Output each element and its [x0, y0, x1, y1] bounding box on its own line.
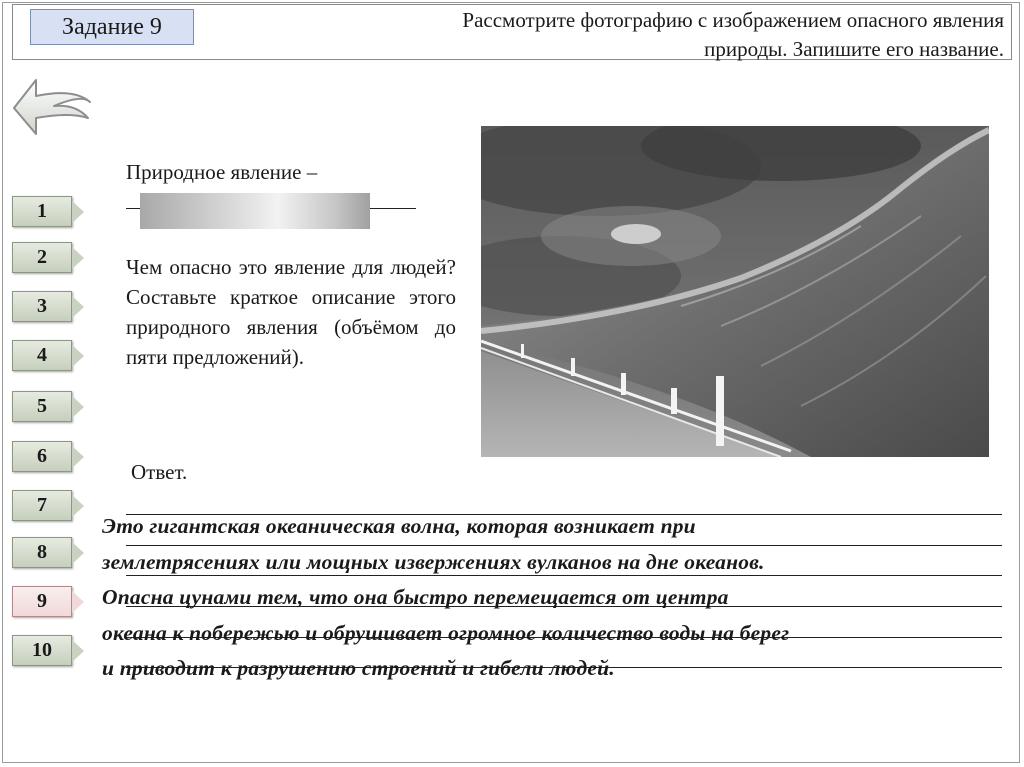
answer-label: Ответ. — [131, 460, 188, 484]
nav-button-4[interactable]: 4 — [12, 340, 72, 371]
nav-button-2[interactable]: 2 — [12, 242, 72, 273]
nav-button-10[interactable]: 10 — [12, 635, 72, 666]
tsunami-photo — [481, 126, 989, 457]
nav-button-1[interactable]: 1 — [12, 196, 72, 227]
nav-button-5[interactable]: 5 — [12, 391, 72, 422]
phenomenon-label: Природное явление – — [126, 160, 318, 184]
answer-line: и приводит к разрушению строений и гибели людей. — [102, 656, 615, 680]
task-badge: Задание 9 — [30, 9, 194, 45]
nav-button-6[interactable]: 6 — [12, 441, 72, 472]
answer-line: землетрясениях или мощных извержениях вулканов на дне океанов. — [102, 549, 765, 574]
answer-text — [102, 509, 1012, 687]
answer-line: Это гигантская океаническая волна, которая возникает при — [102, 514, 696, 538]
answer-line: океана к побережью и обрушивает огромное количество воды на берег — [102, 620, 790, 645]
nav-button-8[interactable]: 8 — [12, 537, 72, 568]
hidden-answer-blur — [140, 193, 370, 229]
nav-button-3[interactable]: 3 — [12, 291, 72, 322]
task-instruction: Рассмотрите фотографию с изображением опасного явления природы. Запишите его название. — [462, 8, 1004, 61]
answer-line: Опасна цунами тем, что она быстро перемещается от центра — [102, 585, 729, 609]
nav-button-7[interactable]: 7 — [12, 490, 72, 521]
back-arrow-icon[interactable] — [10, 74, 94, 136]
nav-button-9[interactable]: 9 — [12, 586, 72, 617]
task-question: Чем опасно это явление для людей? Составьте краткое описание этого природного явления (объёмом до пяти предложений). — [126, 255, 456, 369]
